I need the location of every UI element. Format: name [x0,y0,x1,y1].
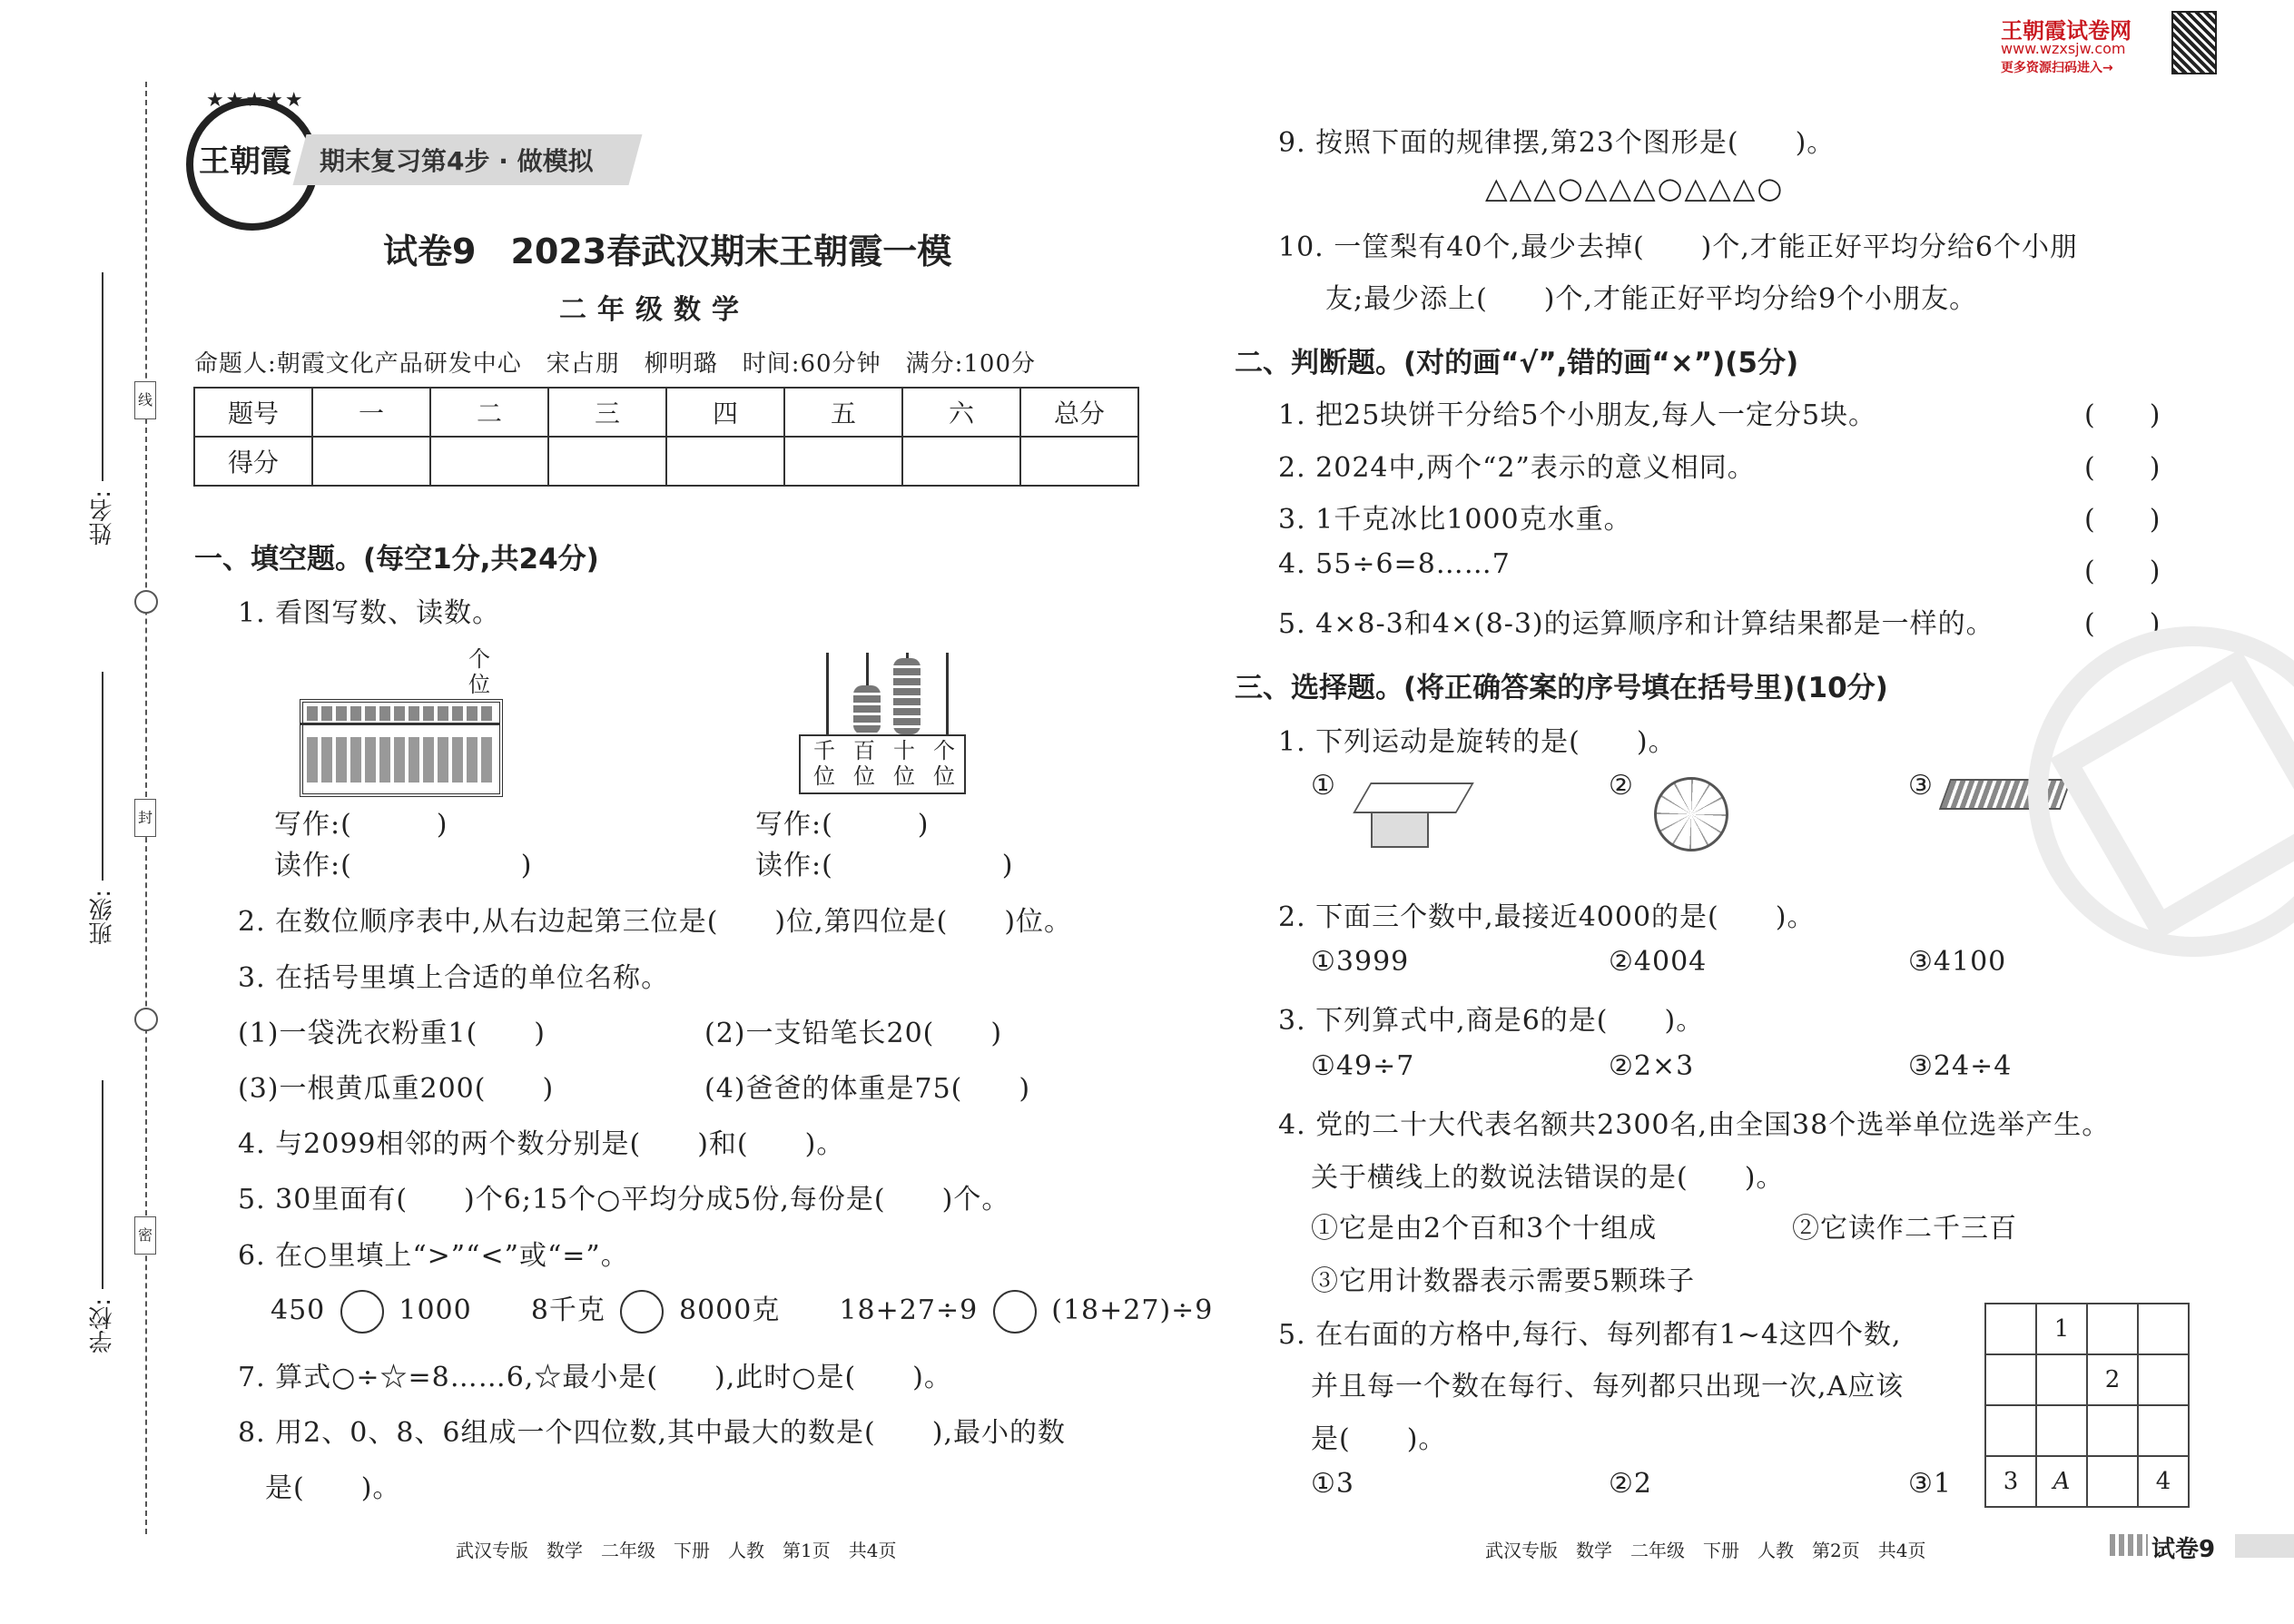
q6-a-left: 450 [271,1294,326,1326]
grid-cell [2138,1304,2189,1354]
score-input-cell[interactable] [902,437,1020,486]
score-input-cell[interactable] [312,437,430,486]
footer-left: 武汉专版 数学 二年级 下册 人教 第1页 共4页 [456,1540,897,1561]
s1-q4[interactable]: 4. 与2099相邻的两个数分别是( )和( )。 [238,1128,845,1160]
score-input-cell[interactable] [430,437,548,486]
exam-meta: 命题人:朝霞文化产品研发中心 宋占朋 柳明璐 时间:60分钟 满分:100分 [194,350,1036,378]
s3-q5-option[interactable]: ②2 [1609,1468,1652,1500]
binding-hole-2 [134,1008,158,1031]
s1-q3: 3. 在括号里填上合适的单位名称。 [238,962,670,994]
r-q10b[interactable]: 友;最少添上( )个,才能正好平均分给9个小朋友。 [1325,283,1978,315]
score-header-cell: 题号 [194,388,312,437]
s1-q8b[interactable]: 是( )。 [265,1472,401,1504]
s1-q3-4[interactable]: (4)爸爸的体重是75( ) [704,1073,1031,1105]
grid-cell [1985,1354,2036,1405]
grid-cell [2087,1304,2138,1354]
footer-tag: 试卷9 [2151,1536,2216,1563]
grid-cell: 4 [2138,1456,2189,1507]
s1-q3-1[interactable]: (1)一袋洗衣粉重1( ) [238,1018,546,1049]
compare-circle[interactable] [620,1290,664,1334]
grid-cell: A [2036,1456,2087,1507]
footer-tag-bar [2235,1534,2294,1558]
counter-label-ones: 个位 [933,738,955,789]
s1-q1-read-b[interactable]: 读作:( ) [755,850,1014,881]
s3-q4-option[interactable]: ③它用计数器表示需要5颗珠子 [1311,1265,1696,1297]
s1-q6-compare-row [271,1287,1213,1334]
s3-q3-option[interactable]: ③24÷4 [1908,1050,2013,1082]
site-note: 更多资源扫码进入→ [2001,61,2113,75]
s3-q1-option-2[interactable]: ② [1609,770,1634,802]
s3-q1-option-1[interactable]: ① [1311,770,1336,802]
q6-a-right: 1000 [399,1294,472,1326]
grid-cell [2036,1405,2087,1456]
s3-q4-option[interactable]: ②它读作二千三百 [1792,1213,2017,1245]
s3-q2-option[interactable]: ②4004 [1609,946,1708,978]
judge-item: 3. 1千克冰比1000克水重。 [1278,504,1632,536]
counter-label-tens: 十位 [893,738,915,789]
s3-q4a: 4. 党的二十大代表名额共2300名,由全国38个选举单位选举产生。 [1278,1109,2111,1141]
s3-q4b[interactable]: 关于横线上的数说法错误的是( )。 [1311,1162,1785,1194]
r-q9-pattern: △△△○△△△○△△△○ [1485,171,1785,205]
name-label: 姓名: [89,490,116,546]
footer-tag-stripe [2110,1534,2148,1556]
score-table-score-row [194,437,1138,486]
qr-code-icon[interactable] [2171,11,2217,74]
binding-mark-feng: 封 [134,799,156,837]
class-field[interactable] [82,672,118,953]
s3-q5c[interactable]: 是( )。 [1311,1423,1447,1455]
grid-cell: 2 [2087,1354,2138,1405]
score-header-cell: 六 [902,388,1020,437]
score-table [193,387,1139,487]
sudoku-grid [1984,1303,2190,1508]
grid-cell [2138,1354,2189,1405]
binding-mark-mi: 密 [134,1216,156,1255]
score-header-cell: 二 [430,388,548,437]
score-header-cell: 一 [312,388,430,437]
abacus-place-label: 个位 [468,646,490,697]
binding-hole-1 [134,590,158,614]
banner-text: 期末复习第4步 · 做模拟 [320,146,594,176]
drawer-picture [1353,773,1471,855]
judge-answer-box[interactable]: ( ) [2084,556,2161,587]
score-table-header-row [194,388,1138,437]
q6-c-left: 18+27÷9 [839,1294,979,1326]
grid-cell [2087,1456,2138,1507]
logo-text: 王朝霞 [199,143,291,180]
s3-q3-option[interactable]: ①49÷7 [1311,1050,1415,1082]
s3-q1-option-3[interactable]: ③ [1908,770,1934,802]
s1-q3-2[interactable]: (2)一支铅笔长20( ) [704,1018,1003,1049]
exam-title: 试卷9 2023春武汉期末王朝霞一模 [383,231,952,271]
school-field[interactable] [82,1080,118,1362]
logo-stars-icon: ★★★★★ [206,89,305,112]
s1-q6: 6. 在○里填上“>”“<”或“=”。 [238,1240,629,1272]
s1-q1-read-a[interactable]: 读作:( ) [274,850,533,881]
s3-q3[interactable]: 3. 下列算式中,商是6的是( )。 [1278,1005,1705,1037]
score-header-cell: 总分 [1020,388,1138,437]
ferris-wheel-picture [1647,773,1738,864]
judge-item: 2. 2024中,两个“2”表示的意义相同。 [1278,452,1756,484]
score-input-cell[interactable] [1020,437,1138,486]
r-q9[interactable]: 9. 按照下面的规律摆,第23个图形是( )。 [1278,127,1836,159]
judge-item: 1. 把25块饼干分给5个小朋友,每人一定分5块。 [1278,399,1877,431]
judge-answer-box[interactable]: ( ) [2084,399,2161,431]
grid-cell [1985,1304,2036,1354]
exam-subject: 二年级数学 [559,294,750,326]
s3-q5-option[interactable]: ①3 [1311,1468,1354,1500]
s3-q2-option[interactable]: ①3999 [1311,946,1410,978]
school-label: 学校: [89,1298,116,1353]
q6-c-right: (18+27)÷9 [1051,1294,1214,1326]
judge-answer-box[interactable]: ( ) [2084,504,2161,536]
s1-q5[interactable]: 5. 30里面有( )个6;15个○平均分成5份,每份是( )个。 [238,1184,1010,1216]
s1-q1-write-a[interactable]: 写作:( ) [274,809,448,841]
s1-q3-3[interactable]: (3)一根黄瓜重200( ) [238,1073,555,1105]
judge-answer-box[interactable]: ( ) [2084,452,2161,484]
s3-q5a: 5. 在右面的方格中,每行、每列都有1~4这四个数, [1278,1319,1902,1351]
grid-cell [2036,1354,2087,1405]
section3-title: 三、选择题。(将正确答案的序号填在括号里)(10分) [1235,672,1888,704]
judge-item: 4. 55÷6=8……7 [1278,548,1511,580]
grid-cell [2138,1405,2189,1456]
s1-q8a[interactable]: 8. 用2、0、8、6组成一个四位数,其中最大的数是( ),最小的数 [238,1417,1066,1449]
q6-b-left: 8千克 [530,1294,605,1326]
s1-q1-write-b[interactable]: 写作:( ) [755,809,930,841]
q6-b-right: 8000克 [679,1294,781,1326]
footer-right: 武汉专版 数学 二年级 下册 人教 第2页 共4页 [1485,1540,1926,1561]
s1-q7[interactable]: 7. 算式○÷☆=8……6,☆最小是( ),此时○是( )。 [238,1362,952,1393]
s3-q2[interactable]: 2. 下面三个数中,最接近4000的是( )。 [1278,901,1816,933]
site-url: www.wzxsjw.com [2001,40,2126,57]
grid-cell: 1 [2036,1304,2087,1354]
section2-title: 二、判断题。(对的画“√”,错的画“×”)(5分) [1235,347,1799,379]
s3-q5-option[interactable]: ③1 [1908,1468,1952,1500]
s1-q2[interactable]: 2. 在数位顺序表中,从右边起第三位是( )位,第四位是( )位。 [238,906,1073,938]
s3-q2-option[interactable]: ③4100 [1908,946,2007,978]
name-field[interactable] [82,272,118,554]
counter-picture [799,649,962,792]
s3-q4-option[interactable]: ①它是由2个百和3个十组成 [1311,1213,1658,1245]
score-row-label: 得分 [194,437,312,486]
judge-item: 5. 4×8-3和4×(8-3)的运算顺序和计算结果都是一样的。 [1278,608,1994,640]
score-input-cell[interactable] [784,437,902,486]
score-header-cell: 五 [784,388,902,437]
score-input-cell[interactable] [666,437,784,486]
site-brand: 王朝霞试卷网 [2001,18,2132,44]
score-header-cell: 三 [548,388,666,437]
grid-cell: 3 [1985,1456,2036,1507]
counter-label-thousands: 千位 [813,738,835,789]
section1-title: 一、填空题。(每空1分,共24分) [194,543,599,576]
compare-circle[interactable] [340,1290,384,1334]
r-q10a[interactable]: 10. 一筐梨有40个,最少去掉( )个,才能正好平均分给6个小朋 [1278,231,2078,263]
grid-cell [2087,1405,2138,1456]
compare-circle[interactable] [993,1290,1037,1334]
abacus-picture [300,646,499,792]
s3-q3-option[interactable]: ②2×3 [1609,1050,1695,1082]
binding-mark-xian: 线 [134,381,156,419]
class-label: 班级: [89,890,116,945]
grid-cell [1985,1405,2036,1456]
judge-answer-box[interactable]: ( ) [2084,608,2161,640]
s3-q1[interactable]: 1. 下列运动是旋转的是( )。 [1278,726,1677,758]
score-header-cell: 四 [666,388,784,437]
score-input-cell[interactable] [548,437,666,486]
counter-label-hundreds: 百位 [853,738,875,789]
s3-q5b: 并且每一个数在每行、每列都只出现一次,A应该 [1311,1371,1905,1403]
s1-q1: 1. 看图写数、读数。 [238,597,501,629]
